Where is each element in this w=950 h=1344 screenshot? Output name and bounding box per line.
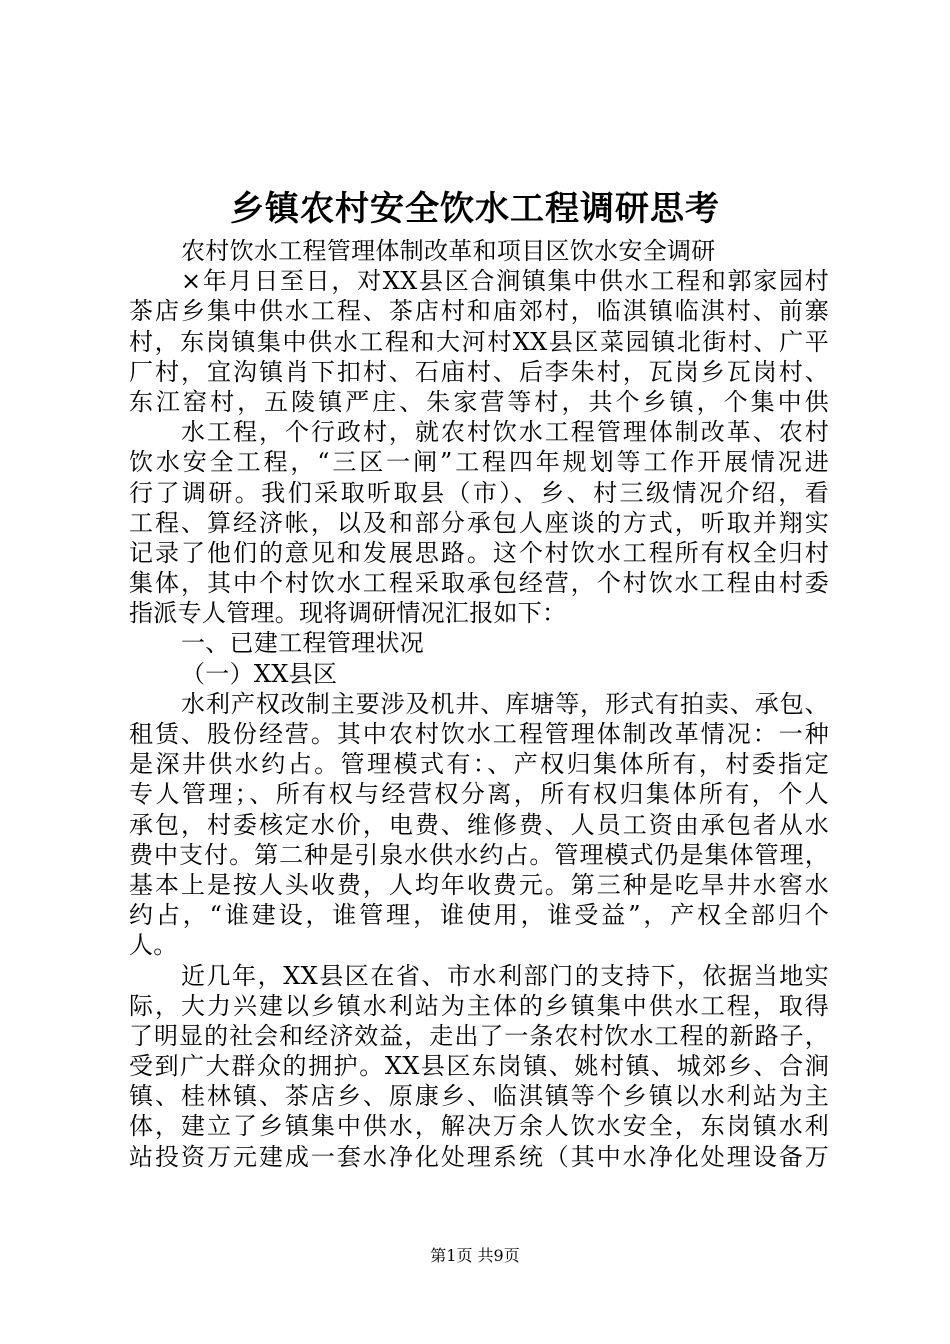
text-line: 饮水安全工程，“三区一闸”工程四年规划等工作开展情况进 <box>129 448 829 477</box>
text-line: 租赁、股份经营。其中农村饮水工程管理体制改革情况：一种 <box>129 720 829 748</box>
section-heading: 一、已建工程管理状况 <box>181 629 424 658</box>
text-line: 水工程，个行政村，就农村饮水工程管理体制改革、农村 <box>181 418 829 447</box>
text-line: 承包，村委核定水价，电费、维修费、人员工资由承包者从水 <box>129 810 829 839</box>
text-line: 站投资万元建成一套水净化处理系统（其中水净化处理设备万 <box>129 1142 829 1171</box>
text-line: 指派专人管理。现将调研情况汇报如下： <box>129 599 567 628</box>
subsection-heading: （一）XX县区 <box>181 659 338 688</box>
text-line: 集体，其中个村饮水工程采取承包经营，个村饮水工程由村委 <box>129 569 829 598</box>
text-line: 农村饮水工程管理体制改革和项目区饮水安全调研 <box>181 237 716 265</box>
text-line: 水利产权改制主要涉及机井、库塘等，形式有拍卖、承包、 <box>181 689 829 718</box>
text-line: 工程、算经济帐，以及和部分承包人座谈的方式，听取并翔实 <box>129 508 829 537</box>
text-line: 镇、桂林镇、茶店乡、原康乡、临淇镇等个乡镇以水利站为主 <box>129 1082 829 1111</box>
text-line: 体，建立了乡镇集中供水，解决万余人饮水安全，东岗镇水利 <box>129 1112 829 1141</box>
text-line: 厂村，宜沟镇肖下扣村、石庙村、后李朱村，瓦岗乡瓦岗村、 <box>129 357 829 386</box>
text-line: 人。 <box>129 931 178 960</box>
text-line: ×年月日至日，对XX县区合涧镇集中供水工程和郭家园村 <box>181 267 829 296</box>
document-title: 乡镇农村安全饮水工程调研思考 <box>230 189 720 229</box>
text-line: 近几年，XX县区在省、市水利部门的支持下，依据当地实 <box>181 961 829 990</box>
text-line: 际，大力兴建以乡镇水利站为主体的乡镇集中供水工程，取得 <box>129 991 829 1020</box>
text-line: 受到广大群众的拥护。XX县区东岗镇、姚村镇、城郊乡、合涧 <box>129 1052 829 1081</box>
page-number: 第1页 共9页 <box>430 1246 520 1265</box>
text-line: 约占，“谁建设，谁管理，谁使用，谁受益”，产权全部归个 <box>129 901 829 930</box>
document-body <box>129 236 829 1172</box>
text-line: 基本上是按人头收费，人均年收费元。第三种是吃旱井水窖水 <box>129 870 829 899</box>
text-line: 村，东岗镇集中供水工程和大河村XX县区菜园镇北街村、广平 <box>129 327 829 356</box>
text-line: 了明显的社会和经济效益，走出了一条农村饮水工程的新路子， <box>129 1021 829 1050</box>
text-line: 费中支付。第二种是引泉水供水约占。管理模式仍是集体管理， <box>129 840 829 869</box>
text-line: 茶店乡集中供水工程、茶店村和庙郊村，临淇镇临淇村、前寨 <box>129 297 829 326</box>
text-line: 行了调研。我们采取听取县（市）、乡、村三级情况介绍，看 <box>129 478 829 507</box>
text-line: 是深井供水约占。管理模式有：、产权归集体所有，村委指定 <box>129 750 829 779</box>
text-line: 东江窑村，五陵镇严庄、朱家营等村，共个乡镇，个集中供 <box>129 387 829 416</box>
text-line: 专人管理；、所有权与经营权分离，所有权归集体所有，个人 <box>129 780 829 809</box>
text-line: 记录了他们的意见和发展思路。这个村饮水工程所有权全归村 <box>129 538 829 567</box>
